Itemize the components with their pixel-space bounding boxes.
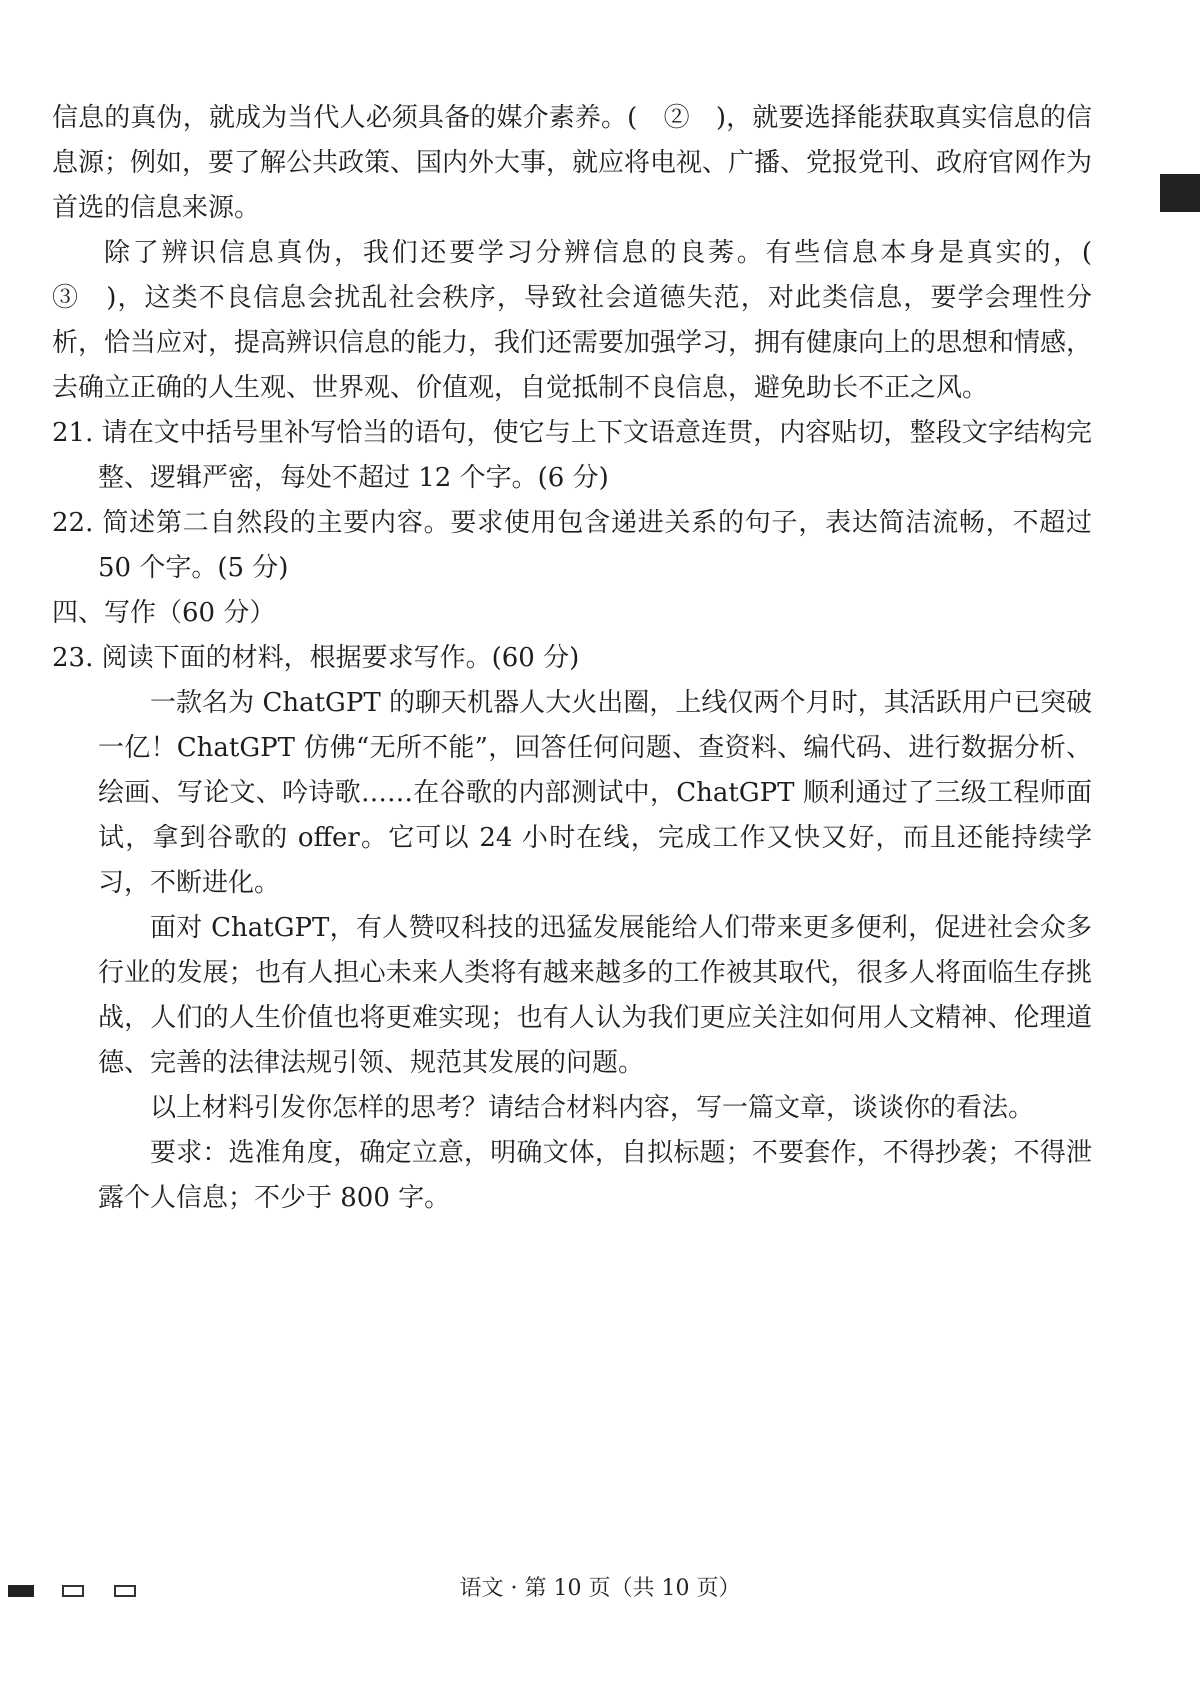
page-content: [52, 96, 1119, 1221]
writing-material: [52, 681, 1092, 1221]
edge-tab-marker: [1160, 174, 1200, 212]
material-prompt: 以上材料引发你怎样的思考？请结合材料内容，写一篇文章，谈谈你的看法。: [150, 1093, 1035, 1123]
material-paragraph-1: 一款名为 ChatGPT 的聊天机器人大火出圈，上线仅两个月时，其活跃用户已突破一亿！ChatGPT 仿佛“无所不能”，回答任何问题、查资料、编代码、进行数据分析、绘画、写论文、吟诗歌……在谷歌的内部测试中，ChatGPT 顺利通过了三级工程师面试，拿到谷歌的 offer。它可以 24 小时在线，完成工作又快又好，而且还能持续学习，不断进化。: [98, 688, 1092, 898]
paragraph-continuation: 信息的真伪，就成为当代人必须具备的媒介素养。( ② )，就要选择能获取真实信息的信息源；例如，要了解公共政策、国内外大事，就应将电视、广播、党报党刊、政府官网作为首选的信息来源。: [52, 103, 1093, 223]
question-21: 21. 请在文中括号里补写恰当的语句，使它与上下文语意连贯，内容贴切，整段文字结构完整、逻辑严密，每处不超过 12 个字。(6 分): [52, 418, 1092, 493]
material-requirements: 要求：选准角度，确定立意，明确文体，自拟标题；不要套作，不得抄袭；不得泄露个人信息；不少于 800 字。: [98, 1138, 1092, 1213]
page-number: 语文 · 第 10 页（共 10 页）: [459, 1576, 741, 1601]
material-paragraph-2: 面对 ChatGPT，有人赞叹科技的迅猛发展能给人们带来更多便利，促进社会众多行业的发展；也有人担心未来人类将有越来越多的工作被其取代，很多人将面临生存挑战，人们的人生价值也将更难实现；也有人认为我们更应关注如何用人文精神、伦理道德、完善的法律法规引领、规范其发展的问题。: [98, 913, 1092, 1078]
paragraph-two: 除了辨识信息真伪，我们还要学习分辨信息的良莠。有些信息本身是真实的，( ③ )，这类不良信息会扰乱社会秩序，导致社会道德失范，对此类信息，要学会理性分析，恰当应对，提高辨识信息的能力，我们还需要加强学习，拥有健康向上的思想和情感，去确立正确的人生观、世界观、价值观，自觉抵制不良信息，避免助长不正之风。: [52, 238, 1119, 403]
question-23: 23. 阅读下面的材料，根据要求写作。(60 分): [52, 643, 580, 673]
section-writing-heading: 四、写作（60 分）: [52, 598, 276, 628]
question-22: 22. 简述第二自然段的主要内容。要求使用包含递进关系的句子，表达简洁流畅，不超过 50 个字。(5 分): [52, 508, 1092, 583]
